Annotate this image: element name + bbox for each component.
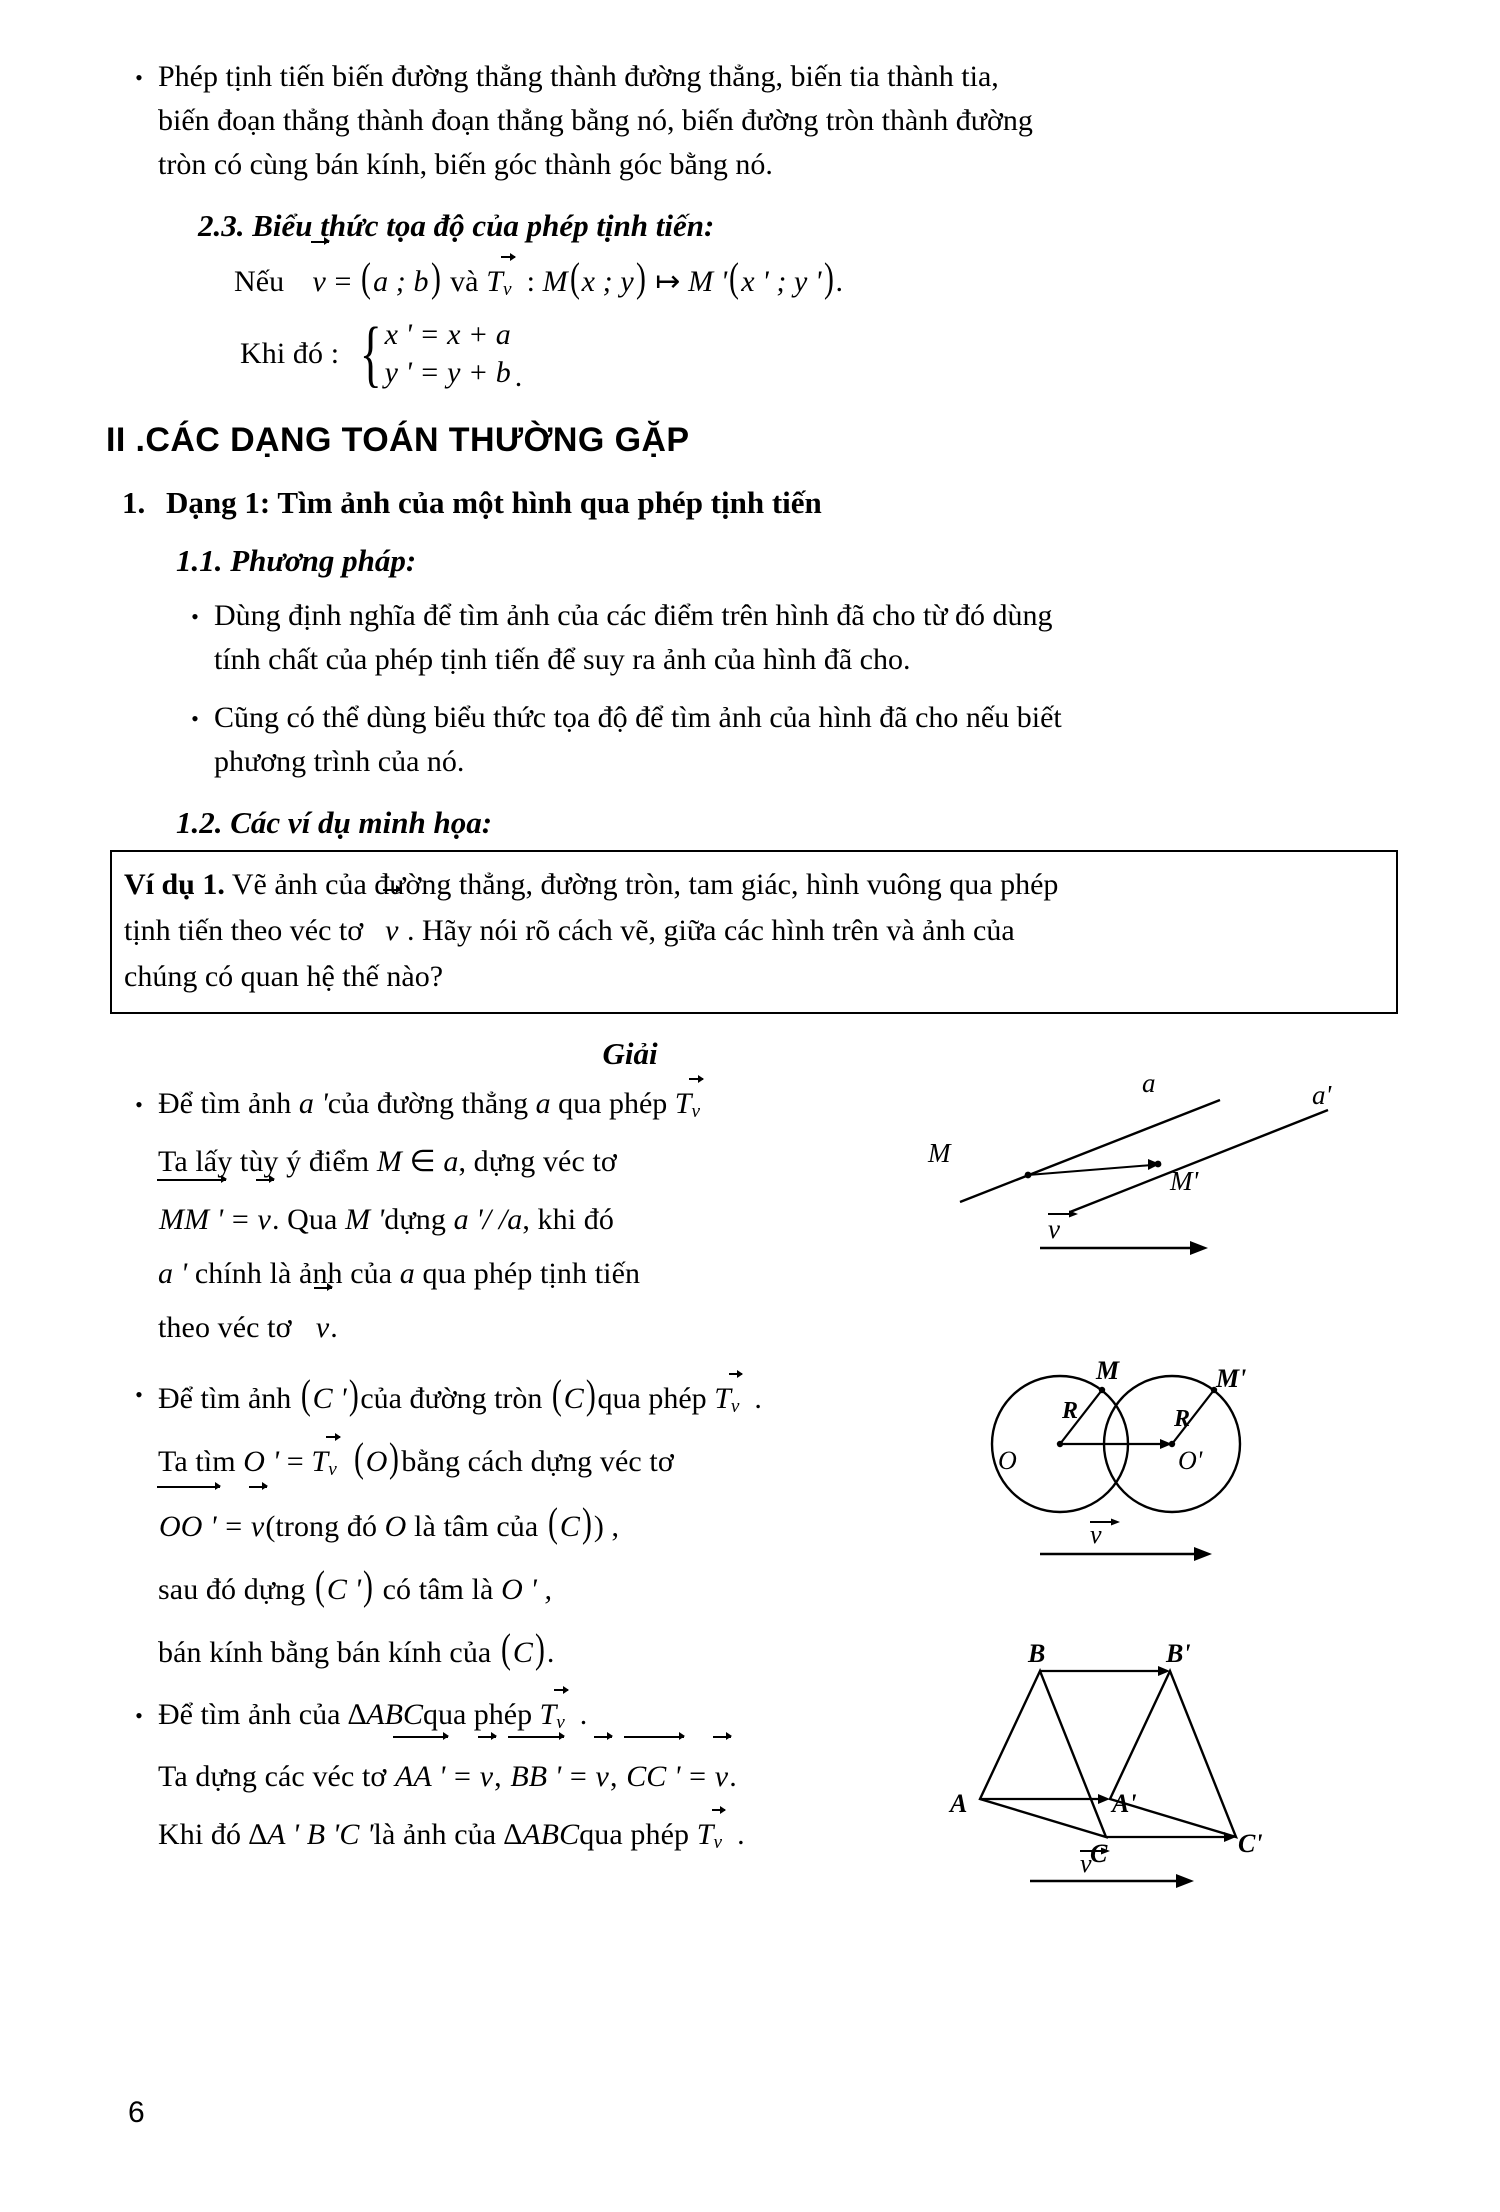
solution-block-line <box>120 1068 1400 1350</box>
sl3-khido: , khi đó <box>522 1203 614 1236</box>
paren-close: ) <box>363 1562 374 1608</box>
sb2-post: qua phép <box>597 1382 707 1415</box>
sl2-post: , dựng véc tơ <box>458 1145 617 1178</box>
example-label: Ví dụ 1. <box>124 868 225 901</box>
comma-10b: , <box>609 1760 618 1793</box>
khi-do-system <box>240 313 1400 395</box>
paren-open: ( <box>500 1625 511 1671</box>
giai-heading: Giải <box>602 1036 658 1071</box>
sl10-pre: Ta dựng các véc tơ <box>158 1760 387 1793</box>
paren-close-2: ) <box>585 1371 596 1417</box>
figure-label-M-prime: M' <box>1170 1166 1199 1196</box>
figure-triangles <box>920 1639 1400 1899</box>
translation-operator-T: T v <box>486 260 519 304</box>
figure-label-B: B <box>1028 1639 1046 1668</box>
figure-label-R: R <box>1062 1398 1079 1424</box>
vector-OO-prime: OO ' <box>158 1505 218 1549</box>
translation-operator-T: T v <box>675 1082 708 1126</box>
paren-close: ) <box>389 1434 400 1480</box>
paren-open-2: ( <box>551 1371 562 1417</box>
a-prime: a ' <box>158 1257 188 1290</box>
method-bullets <box>176 594 1400 784</box>
va-label: và <box>450 265 479 298</box>
figure-label-A-prime: A' <box>1112 1789 1137 1818</box>
method-bullet-1-line-2: tính chất của phép tịnh tiến để suy ra ảnh của hình đã cho. <box>214 643 911 676</box>
heading-dang-1-row <box>122 482 1400 524</box>
figure-label-v: v <box>1048 1214 1060 1244</box>
eq-10c: = <box>689 1760 707 1793</box>
point-M: M <box>542 265 568 298</box>
a-prime: a ' <box>298 1087 328 1120</box>
eq-6: = <box>286 1445 304 1478</box>
eq-10b: = <box>569 1760 587 1793</box>
solution-line-5 <box>158 1306 920 1350</box>
solution-block-circle <box>120 1356 1400 1675</box>
paren-close-2: ) <box>635 254 646 300</box>
membership-symbol: ∈ <box>409 1145 436 1178</box>
figure-label-M-prime: M' <box>1216 1364 1247 1393</box>
bullet-dot-icon <box>120 1372 158 1418</box>
sl3-post: . Qua <box>271 1203 338 1236</box>
figure-label-O: O <box>998 1446 1017 1475</box>
circle-C: C <box>563 1382 584 1415</box>
solution-line-8 <box>158 1563 920 1612</box>
sb2-mid: của đường tròn <box>360 1382 543 1415</box>
center-O-prime: O ' , <box>501 1573 553 1606</box>
sl11-pre: Khi đó <box>158 1818 242 1851</box>
vector-v-symbol: v <box>312 260 327 304</box>
coords-xp-yp: x ' ; y ' <box>741 265 822 298</box>
paren-open: ( <box>314 1562 325 1608</box>
line-a: a <box>399 1257 415 1290</box>
sb3-mid: qua phép <box>422 1698 533 1731</box>
system-equation-2: y ' = y + b <box>384 356 511 389</box>
comma-10a: , <box>494 1760 502 1793</box>
intro-bullet-line-2: biến đoạn thẳng thành đoạn thẳng bằng nó, biến đường tròn thành đường <box>158 104 1033 137</box>
coords-a-b: a ; b <box>373 265 429 298</box>
sl11-dot: . <box>737 1818 745 1851</box>
parallel-lines-svg <box>920 1062 1340 1292</box>
figure-label-a-prime: a' <box>1312 1080 1332 1110</box>
dang-heading: Dạng 1: Tìm ảnh của một hình qua phép tịnh tiến <box>166 485 822 520</box>
circle-C: C <box>512 1636 533 1669</box>
sl4-post: qua phép tịnh tiến <box>422 1257 641 1290</box>
translation-operator-T: T v <box>697 1813 730 1857</box>
heading-section-II: II .CÁC DẠNG TOÁN THƯỜNG GẶP <box>106 421 690 459</box>
translation-operator-T: T v <box>540 1693 573 1737</box>
example-1-text-2a: tịnh tiến theo véc tơ <box>124 914 364 947</box>
MM-prime-arrow-stroke <box>1028 1165 1152 1175</box>
vector-v-arrowhead <box>1190 1241 1208 1255</box>
paren-open-2: ( <box>547 1499 558 1545</box>
sb1-post: qua phép <box>558 1087 668 1120</box>
paren-close: ) <box>348 1371 359 1417</box>
bullet-dot-icon <box>120 55 158 101</box>
solution-line-3 <box>158 1198 920 1242</box>
vector-v-symbol: v <box>714 1755 729 1799</box>
example-1-line-1 <box>124 862 1382 908</box>
sb2-pre: Để tìm ảnh <box>158 1382 292 1415</box>
figure-two-circles <box>920 1354 1400 1584</box>
eq-10a: = <box>454 1760 472 1793</box>
method-bullet-1-line-1: Dùng định nghĩa để tìm ảnh của các điểm trên hình đã cho từ đó dùng <box>214 599 1053 632</box>
solution-line-9 <box>158 1626 920 1675</box>
sl8-pre: sau đó dựng <box>158 1573 306 1606</box>
bullet-dot-icon <box>120 1693 158 1739</box>
equals-sign: = <box>334 265 352 298</box>
dot-10: . <box>729 1760 737 1793</box>
method-bullet-1 <box>176 594 1400 682</box>
colon-1: : <box>526 265 536 298</box>
solution-bullet-1-text <box>158 1082 920 1126</box>
example-1-box <box>110 850 1398 1014</box>
intro-bullet <box>120 55 1400 187</box>
circle-C-prime: C ' <box>326 1573 362 1606</box>
point-M: M <box>376 1145 402 1178</box>
solution-bullet-1 <box>120 1082 920 1128</box>
equation-system <box>353 313 523 395</box>
system-trailing-dot: . <box>514 360 523 393</box>
point-M-prime: M ' <box>688 265 728 298</box>
figure-label-M: M <box>928 1138 951 1168</box>
paren-close: ) <box>534 1625 545 1671</box>
figure-label-C-prime: C' <box>1238 1829 1263 1858</box>
paren-close-3: ) <box>823 254 834 300</box>
paren-open: ( <box>361 254 372 300</box>
sl7-close: ) , <box>593 1510 620 1543</box>
paren-close-2: ) <box>581 1499 592 1545</box>
vector-v-symbol: v <box>250 1505 265 1549</box>
v-label-arrowhead <box>1111 1519 1120 1526</box>
solution-line-6 <box>158 1435 920 1484</box>
bullet-dot-icon <box>120 1082 158 1128</box>
vector-v-arrowhead <box>1194 1547 1212 1561</box>
system-equation-1: x ' = x + a <box>384 318 511 351</box>
vector-MM-prime: MM ' <box>158 1198 224 1242</box>
paren-open-3: ( <box>729 254 740 300</box>
triangles-svg <box>920 1649 1340 1899</box>
circle-C: C <box>559 1510 580 1543</box>
eq-7: = <box>225 1510 243 1543</box>
formula-definition-line <box>234 255 1400 304</box>
intro-bullet-line-3: tròn có cùng bán kính, biến góc thành góc bằng nó. <box>158 148 773 181</box>
eq-3: = <box>231 1203 249 1236</box>
heading-1-1: 1.1. Phương pháp: <box>176 543 417 578</box>
method-bullet-2-line-2: phương trình của nó. <box>214 745 465 778</box>
sl5-pre: theo véc tơ <box>158 1311 292 1344</box>
solution-bullet-2-text <box>158 1372 920 1421</box>
sl6-pre: Ta tìm <box>158 1445 236 1478</box>
coords-x-y: x ; y <box>581 265 634 298</box>
heading-2-3: 2.3. Biểu thức tọa độ của phép tịnh tiến: <box>198 208 715 243</box>
sb3-dot: . <box>579 1698 588 1731</box>
figure-label-a: a <box>1142 1068 1156 1098</box>
system-equations <box>385 316 511 392</box>
sb2-dot: . <box>754 1382 762 1415</box>
circle-C-prime: C ' <box>312 1382 347 1415</box>
heading-1-2: 1.2. Các ví dụ minh họa: <box>176 805 493 840</box>
center-O-prime: O ' <box>243 1445 280 1478</box>
sl8-mid: có tâm là <box>382 1573 494 1606</box>
solution-line-10 <box>158 1755 920 1799</box>
page-content <box>106 55 1400 1899</box>
vector-v-symbol: v <box>384 908 399 954</box>
vector-v-arrowhead <box>1176 1874 1194 1888</box>
intro-bullet-line-1: Phép tịnh tiến biến đường thẳng thành đường thẳng, biến tia thành tia, <box>158 60 999 93</box>
example-1-line-2 <box>124 908 1382 954</box>
sb3-pre: Để tìm ảnh của <box>158 1698 341 1731</box>
example-1-text-2b: . Hãy nói rõ cách vẽ, giữa các hình trên và ảnh của <box>406 914 1015 947</box>
sb1-pre: Để tìm ảnh <box>158 1087 292 1120</box>
brace-icon: { <box>359 313 382 395</box>
sl9-pre: bán kính bằng bán kính của <box>158 1636 492 1669</box>
line-a: a <box>443 1145 459 1178</box>
paren-open-2: ( <box>569 254 580 300</box>
bullet-dot-icon <box>176 696 214 742</box>
maps-to-arrow: ↦ <box>655 265 681 298</box>
vector-v-symbol: v <box>479 1755 494 1799</box>
vector-AA-prime: AA ' <box>394 1755 446 1799</box>
AA-prime-arrowhead <box>1098 1794 1110 1804</box>
triangle-A-prime-B-prime-C-prime: ∆A ' B 'C ' <box>248 1818 374 1851</box>
translation-operator-T: T v <box>714 1377 747 1421</box>
period-1: . <box>835 265 844 298</box>
paren-close: ) <box>430 254 441 300</box>
sl2-pre: Ta lấy tùy ý điểm <box>158 1145 370 1178</box>
vector-v-symbol: v <box>595 1755 610 1799</box>
sl3-dung: dựng <box>384 1203 446 1236</box>
solution-line-4 <box>158 1252 920 1296</box>
two-circles-svg <box>920 1354 1340 1584</box>
figure-label-A: A <box>950 1789 968 1818</box>
sl9-post: . <box>546 1636 555 1669</box>
method-bullet-2-line-1: Cũng có thể dùng biểu thức tọa độ để tìm ảnh của hình đã cho nếu biết <box>214 701 1062 734</box>
khi-do-label: Khi đó : <box>240 337 340 370</box>
parallel-lines-expr: a '/ /a <box>453 1203 523 1236</box>
intro-bullet-text <box>158 55 1400 187</box>
dang-number: 1. <box>122 485 146 520</box>
translation-operator-T: T v <box>311 1440 344 1484</box>
sl11-mid: là ảnh của <box>373 1818 497 1851</box>
figure-label-O-prime: O' <box>1178 1446 1203 1475</box>
figure-parallel-lines <box>920 1062 1400 1292</box>
bullet-dot-icon <box>176 594 214 640</box>
solution-line-7 <box>158 1500 920 1549</box>
vector-v-symbol: v <box>257 1198 272 1242</box>
vector-v-symbol: v <box>315 1306 330 1350</box>
center-O: O <box>384 1510 407 1543</box>
example-1-line-3: chúng có quan hệ thế nào? <box>124 960 444 993</box>
paren-open: ( <box>300 1371 311 1417</box>
example-1-text-1: Vẽ ảnh của đường thẳng, đường tròn, tam giác, hình vuông qua phép <box>231 868 1059 901</box>
neu-label: Nếu <box>234 265 285 298</box>
sl11-post: qua phép <box>579 1818 690 1851</box>
sl4-text: chính là ảnh của <box>194 1257 393 1290</box>
page-number: 6 <box>128 2096 145 2129</box>
solution-line-11 <box>158 1813 920 1857</box>
solution-bullet-3-text <box>158 1693 920 1737</box>
sb1-mid: của đường thẳng <box>327 1087 529 1120</box>
solution-bullet-3 <box>120 1693 920 1739</box>
figure-label-R-prime: R <box>1174 1406 1191 1432</box>
method-bullet-2 <box>176 696 1400 784</box>
center-O: O <box>365 1445 388 1478</box>
point-M-prime: M ' <box>345 1203 385 1236</box>
solution-bullet-2 <box>120 1372 920 1421</box>
triangle-ABC: ∆ABC <box>347 1698 423 1731</box>
figure-label-v: v <box>1080 1849 1092 1878</box>
line-a: a <box>535 1087 551 1120</box>
sl6-post: bằng cách dựng véc tơ <box>401 1445 674 1478</box>
point-M-dot <box>1099 1387 1105 1393</box>
figure-label-C: C <box>1090 1839 1108 1868</box>
figure-label-v: v <box>1090 1520 1102 1549</box>
line-a-prime-stroke <box>1070 1110 1328 1212</box>
paren-open: ( <box>353 1434 364 1480</box>
figure-label-B-prime: B' <box>1166 1639 1191 1668</box>
OO-prime-arrowhead <box>1160 1439 1172 1449</box>
sl7-mid: là tâm của <box>414 1510 539 1543</box>
sl5-post: . <box>330 1311 338 1344</box>
triangle-ABC-stroke <box>980 1671 1106 1837</box>
vector-BB-prime: BB ' <box>509 1755 562 1799</box>
sl7-open: (trong đó <box>265 1510 378 1543</box>
figure-label-M: M <box>1096 1356 1120 1385</box>
vector-CC-prime: CC ' <box>625 1755 681 1799</box>
triangle-ABC: ∆ABC <box>503 1818 580 1851</box>
